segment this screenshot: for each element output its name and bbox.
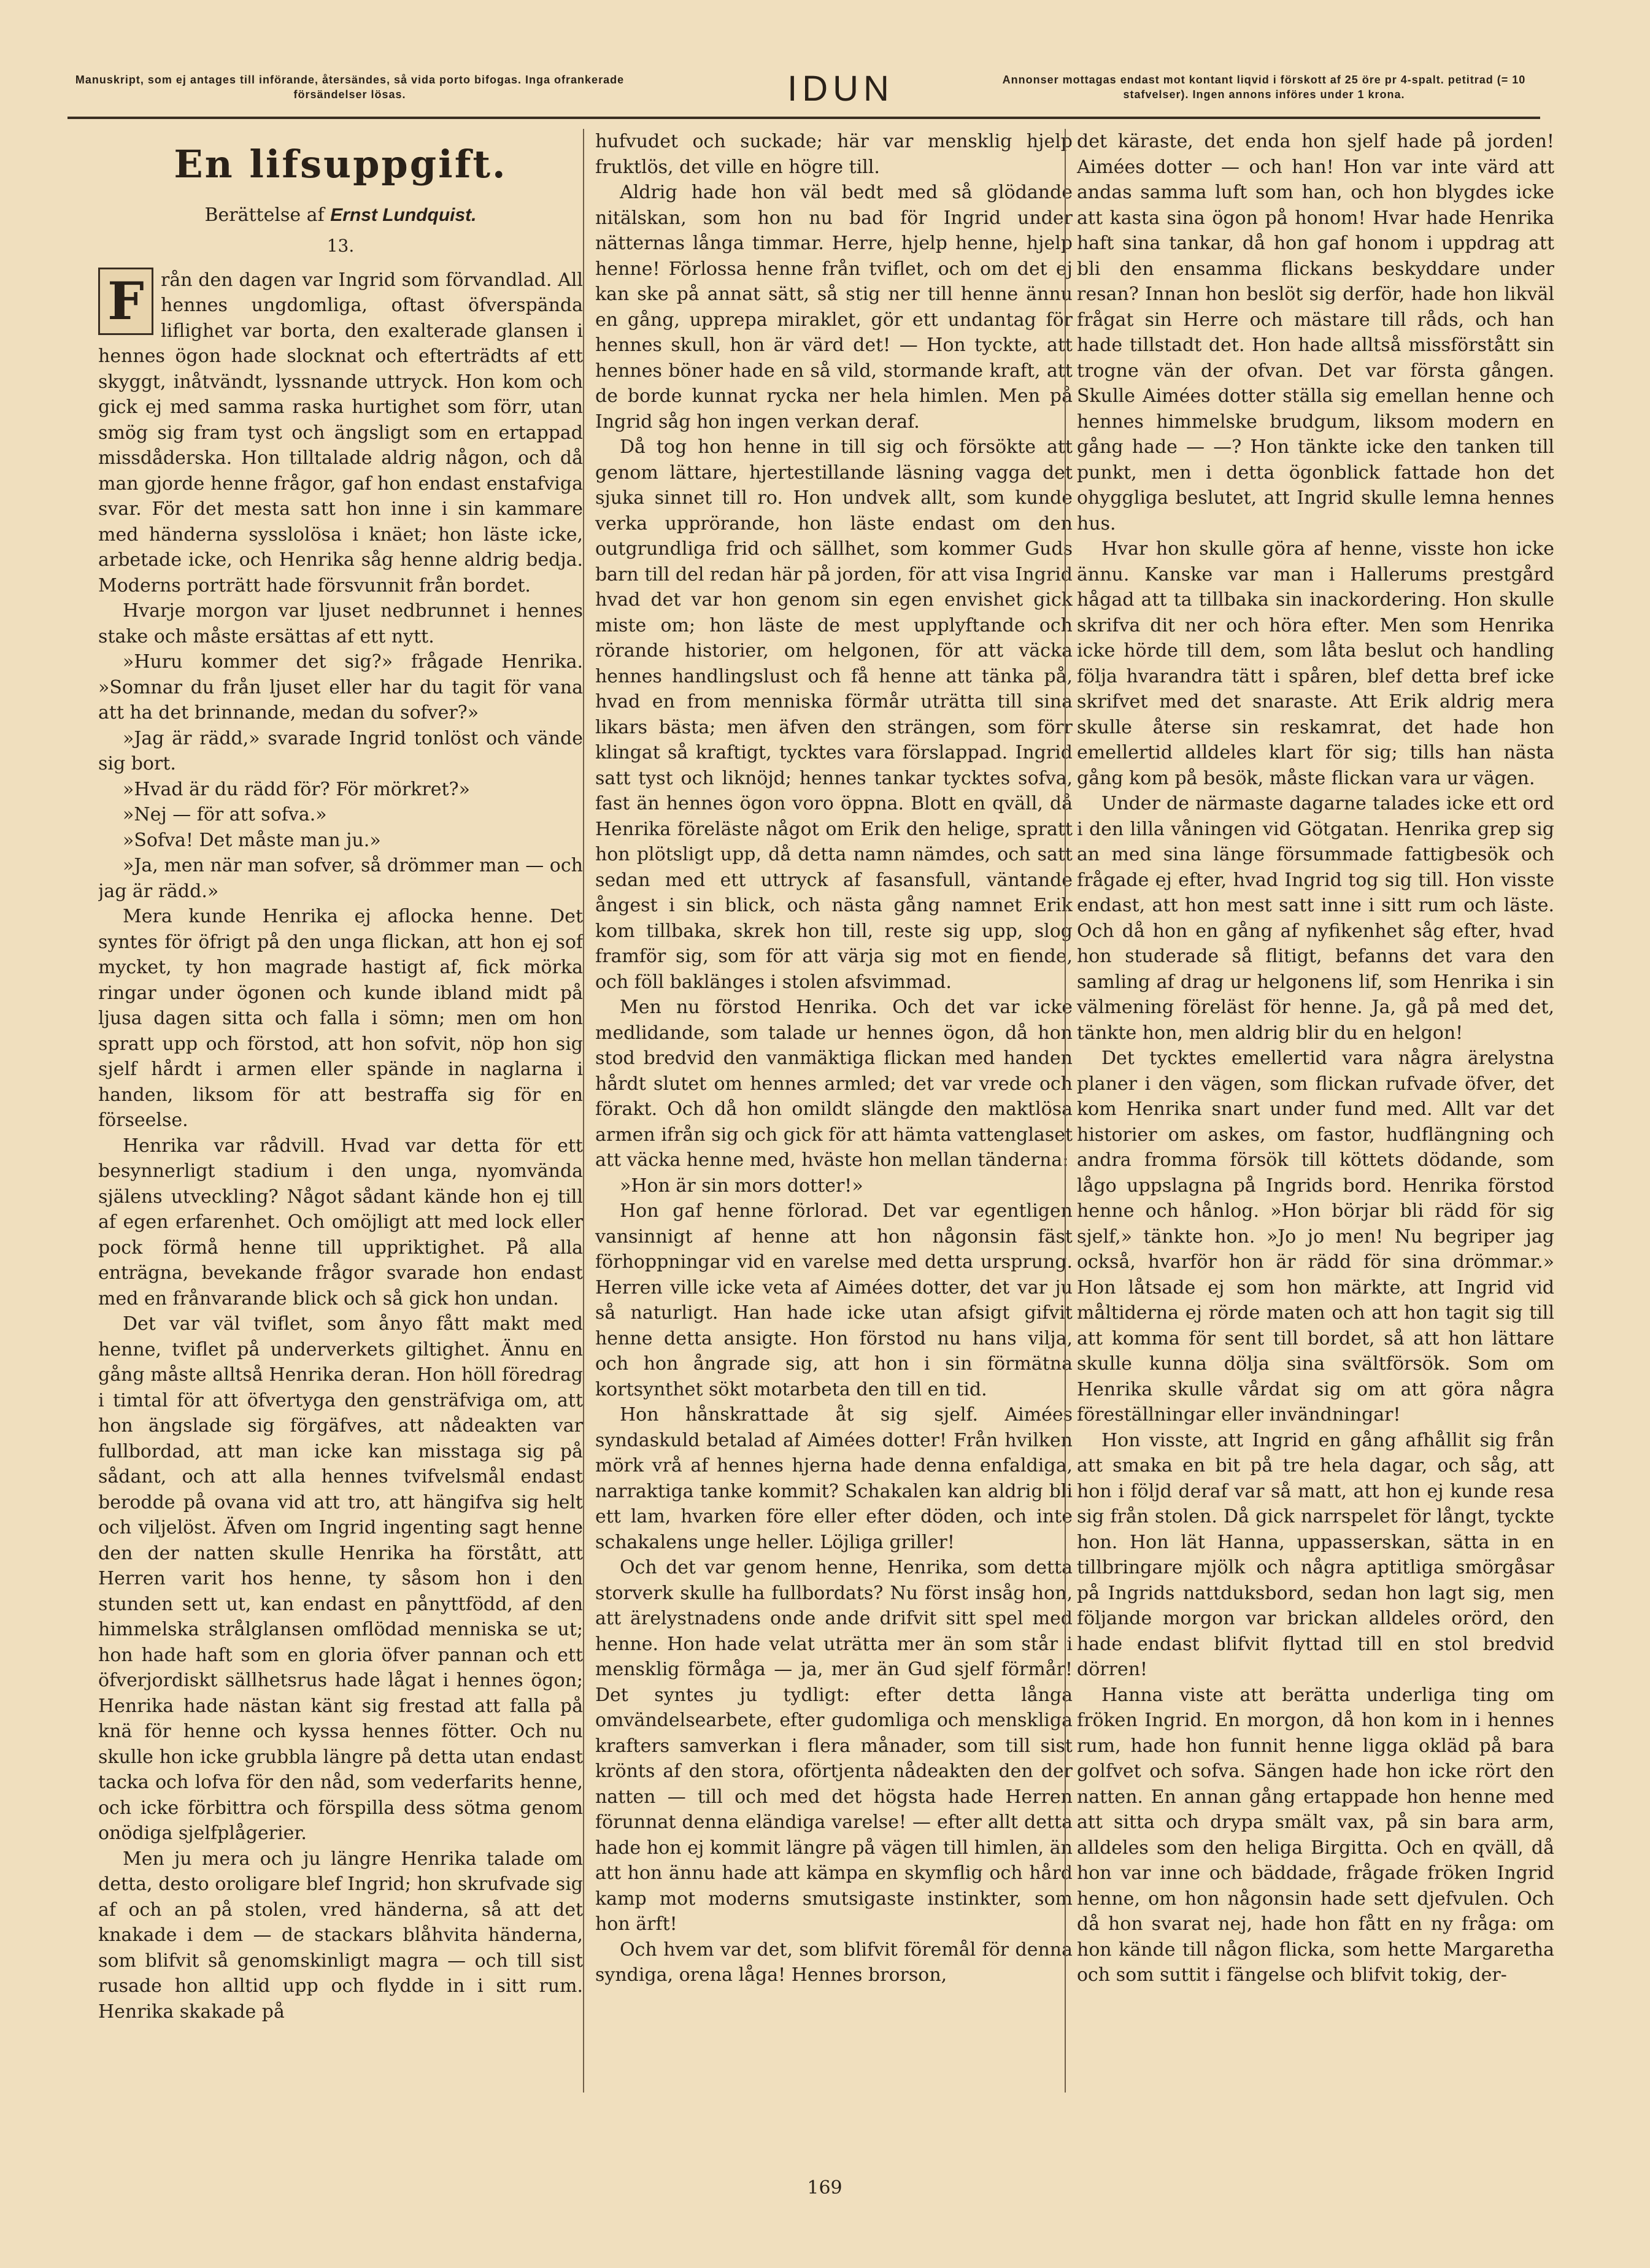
masthead-left-note: Manuskript, som ej antages till införande, återsändes, så vida porto bifogas. Inga ofrankerade försändelser lösas.	[75, 74, 625, 101]
paragraph: Men nu förstod Henrika. Och det var icke medlidande, som talade ur hennes ögon, då hon stod bredvid den vanmäktiga flickan med handen hårdt slutet om hennes armled; det var vrede och förakt. Och då hon omildt slängde den maktlösa armen ifrån sig och gick för att hämta vattenglaset att väcka henne med, hväste hon mellan tänderna:	[595, 997, 1073, 1171]
paragraph: Hon visste, att Ingrid en gång afhållit sig från att smaka en bit på tre hela dagar, och såg, att hon i följd deraf var så matt, att hon ej kunde resa sig från stolen. Då gick narrspelet för långt, tyckte hon. Hon lät Hanna, uppasserskan, sätta in en tillbringare mjölk och några aptitliga smörgåsar på Ingrids nattduksbord, sedan hon lagt sig, men följande morgon var brickan alldeles orörd, den hade endast blifvit flyttad till en stol bredvid dörren!	[1077, 1429, 1554, 1680]
byline-prefix: Berättelse af	[204, 204, 325, 226]
column-2-body	[595, 129, 1073, 1988]
masthead	[67, 68, 1540, 119]
paragraph: rån den dagen var Ingrid som förvandlad. All hennes ungdomliga, oftast öfverspända liflighet var borta, den exalterade glansen i hennes ögon hade slocknat och efterträdts af ett skyggt, inåtvändt, lyssnande uttryck. Hon kom och gick ej med samma raska hurtighet som förr, utan smög sig fram tyst och ängsligt som en ertappad missdåderska. Hon tilltalade aldrig någon, och då man gjorde henne frågor, gaf hon endast enstafviga svar. För det mesta satt hon inne i sin kammare med händerna sysslolösa i knäet; hon läste icke, arbetade icke, och Henrika såg henne aldrig bedja. Moderns porträtt hade försvunnit från bordet.	[98, 269, 583, 596]
author: Ernst Lundquist.	[330, 205, 477, 225]
paragraph: Hon gaf henne förlorad. Det var egentligen vansinnigt af henne att hon någonsin fäst förhoppningar vid en varelse med detta ursprung. Herren ville icke veta af Aimées dotter, det var ju så naturligt. Han hade icke utan afsigt gifvit henne detta ansigte. Hon förstod nu hans vilja, och hon ångrade sig, att hon i sin förmätna kortsynthet sökt motarbeta den till en tid.	[595, 1200, 1073, 1400]
paragraph: Det var väl tviflet, som ånyo fått makt med henne, tviflet på underverkets giltighet. Ännu en gång måste alltså Henrika deran. Hon höll föredrag i timtal för att öfvertyga den gensträfviga om, att hon ängslade sig förgäfves, att nådeakten var fullbordad, att man icke kan misstaga sig på sådant, och att alla hennes tvifvelsmål endast berodde på ovana vid att tro, att hängifva sig helt och viljelöst. Äfven om Ingrid ingenting sagt henne den der natten skulle Henrika ha förstått, att Herren varit hos henne, ty såsom hon i den stunden sett ut, kan endast en pånyttfödd, af den himmelska strålglansen omflödad menniska se ut; hon hade haft som en gloria öfver pannan och ett öfverjordiskt sällhetsrus hade lågat i hennes ögon; Henrika hade nästan känt sig frestad att falla på knä för henne och kyssa hennes fötter. Och nu skulle hon icke grubbla längre på detta utan endast tacka och lofva för den nåd, som vederfarits henne, och icke förbittra och förspilla dess sötma genom onödiga sjelfplågerier.	[98, 1313, 583, 1844]
page-number: 169	[807, 2177, 842, 2199]
magazine-title: IDUN	[787, 69, 894, 109]
paragraph: »Jag är rädd,» svarade Ingrid tonlöst och vände sig bort.	[98, 727, 583, 774]
paragraph: Och det var genom henne, Henrika, som detta storverk skulle ha fullbordats? Nu först insåg hon, att ärelystnadens onde ande drifvit sitt spel med henne. Hon hade velat uträtta mer än som står i mensklig förmåga — ja, mer än Gud sjelf förmår! Det syntes ju tydligt: efter detta långa omvändelsearbete, efter gudomliga och menskliga krafters samverkan i flera månader, som till sist krönts af den stora, oförtjenta nådeakten den der natten — till och med det högsta hade Herren förunnat denna eländiga varelse! — efter allt detta hade hon ej kommit längre på vägen till himlen, än att hon ännu hade att kämpa en skymflig och hård kamp mot moderns smutsigaste instinkter, som hon ärft!	[595, 1557, 1073, 1935]
paragraph: Och hvem var det, som blifvit föremål för denna syndiga, orena låga! Hennes brorson,	[595, 1938, 1073, 1986]
paragraph: hufvudet och suckade; här var mensklig hjelp fruktlös, det ville en högre till.	[595, 131, 1073, 178]
paragraph: »Huru kommer det sig?» frågade Henrika. »Somnar du från ljuset eller har du tagit för vana att ha det brinnande, medan du sofver?»	[98, 651, 583, 723]
column-3	[1065, 129, 1554, 2092]
chapter-number: 13.	[326, 236, 355, 256]
paragraph: Hvarje morgon var ljuset nedbrunnet i hennes stake och måste ersättas af ett nytt.	[98, 600, 583, 647]
paragraph: Under de närmaste dagarne talades icke ett ord i den lilla våningen vid Götgatan. Henrika grep sig an med sina länge försummade fattigbesök och frågade ej efter, hvad Ingrid tog sig till. Hon visste endast, att hon mest satt inne i sitt rum och läste. Och då hon en gång af nyfikenhet såg efter, hvad hon studerade så flitigt, befanns det vara den samling af drag ur helgonens lif, som Henrika i sin välmening föreläst för henne. Ja, gå på med det, tänkte hon, men aldrig blir du en helgon!	[1077, 793, 1554, 1044]
paragraph: Men ju mera och ju längre Henrika talade om detta, desto oroligare blef Ingrid; hon skrufvade sig af och an på stolen, vred händerna, så att det knakade i dem — de stackars blåhvita händerna, som blifvit så genomskinligt magra — och till sist rusade hon alltid upp och flydde in i sitt rum. Henrika skakade på	[98, 1848, 583, 2023]
paragraph: Mera kunde Henrika ej aflocka henne. Det syntes för öfrigt på den unga flickan, att hon ej sof mycket, ty hon magrade hastigt af, fick mörka ringar under ögonen och kunde ibland midt på ljusa dagen sitta och falla i sömn; men om hon spratt upp och förstod, att hon sofvit, nöp hon sig sjelf hårdt i armen eller spände in naglarna i handen, liksom för att bestraffa sig för en förseelse.	[98, 906, 583, 1131]
paragraph: »Nej — för att sofva.»	[123, 804, 327, 825]
paragraph: Aldrig hade hon väl bedt med så glödande nitälskan, som hon nu bad för Ingrid under nätternas långa timmar. Herre, hjelp henne, hjelp henne! Förlossa henne från tviflet, och om det ej kan ske på annat sätt, så stig ner till henne ännu en gång, upprepa miraklet, gör ett undantag för hennes skull, hon är värd det! — Hon tyckte, att hennes böner hade en så vild, stormande kraft, att de borde kunnat rycka ner hela himlen. Men på Ingrid såg hon ingen verkan deraf.	[595, 182, 1073, 433]
column-2	[583, 129, 1073, 2092]
paragraph: »Ja, men när man sofver, så drömmer man — och jag är rädd.»	[98, 855, 583, 902]
paragraph: Hanna viste att berätta underliga ting om fröken Ingrid. En morgon, då hon kom in i hennes rum, hade hon funnit henne ligga okläd på bara golfvet och sofva. Sängen hade hon icke rört den natten. En annan gång ertappade hon henne med att sitta och drypa smält vax, på sin bara arm, alldeles som den heliga Birgitta. Och en qväll, då hon var inne och bäddade, frågade fröken Ingrid henne, om hon någonsin hade sett djefvulen. Och då hon svarat nej, hade hon fått en ny fråga: om hon kände till någon flicka, som hette Margaretha och som suttit i fängelse och blifvit tokig, der-	[1077, 1684, 1554, 1986]
paragraph: Henrika var rådvill. Hvad var detta för ett besynnerligt stadium i den unga, nyomvända själens utveckling? Något sådant kände hon ej till af egen erfarenhet. Och omöjligt att med lock eller pock förmå henne till uppriktighet. På alla enträgna, bevekande frågor svarade hon endast med en frånvarande blick och så gick hon undan.	[98, 1135, 583, 1310]
paragraph: Då tog hon henne in till sig och försökte att genom lättare, hjertestillande läsning vagga det sjuka sinnet till ro. Hon undvek allt, som kunde verka upprörande, hon läste endast om den outgrundliga frid och sällhet, som kommer Guds barn till del redan här på jorden, för att visa Ingrid hvad det var hon genom sin egen envishet gick miste om; hon läste de mest upplyftande och rörande historier, om helgonen, för att väcka hennes handlingslust och få henne att tänka på, hvad en from menniska förmår uträtta till sina likars bästa; men äfven den strängen, som förr klingat så kraftigt, tycktes vara förslappad. Ingrid satt tyst och liknöjd; hennes tankar tycktes sofva, fast än hennes ögon voro öppna. Blott en qväll, då Henrika föreläste något om Erik den helige, spratt hon plötsligt upp, då detta namn nämdes, och satt sedan med ett uttryck af fasansfull, väntande ångest i sin blick, och nästa gång namnet Erik kom tillbaka, skrek hon till, reste sig upp, slog framför sig, som för att värja sig mot en fiende, och föll baklänges i stolen afsvimmad.	[595, 436, 1073, 993]
story-title: En lifsuppgift.	[174, 142, 507, 187]
paragraph: det käraste, det enda hon sjelf hade på jorden! Aimées dotter — och han! Hon var inte värd att andas samma luft som han, och hon blygdes icke att kasta sina ögon på honom! Hvar hade Henrika haft sina tankar, då hon gaf honom i uppdrag att bli den ensamma flickans beskyddare under resan? Innan hon beslöt sig derför, hade hon likväl frågat sin Herre och mästare till råds, och han hade tillstadt det. Hon hade alltså missförstått sin trogne vän der ofvan. Det var första gången. Skulle Aimées dotter ställa sig emellan henne och hennes himmelske brudgum, liksom modern en gång hade — —? Hon tänkte icke den tanken till punkt, men i detta ögonblick fattade hon det ohyggliga beslutet, att Ingrid skulle lemna hennes hus.	[1077, 131, 1554, 534]
masthead-right-note: Annonser mottagas endast mot kontant liqvid i förskott af 25 öre pr 4-spalt. petitrad (= 10 stafvelser). Ingen annons införes under 1 krona.	[1002, 74, 1526, 101]
paragraph: Det tycktes emellertid vara några ärelystna planer i den vägen, som flickan rufvade öfver, det kom Henrika snart under fund med. Allt var det historier om askes, om fastor, hudflängning och andra fromma försök till köttets dödande, som lågo uppslagna på Ingrids bord. Henrika förstod henne och hånlog. »Hon börjar bli rädd för sig sjelf,» tänkte hon. »Jo jo men! Nu begriper jag också, hvarför hon är rädd för sina drömmar.» Hon låtsade ej som hon märkte, att Ingrid vid måltiderna ej rörde maten och att hon tagit sig till att komma för sent till bordet, så att hon lättare skulle kunna dölja sina svältförsök. Som om Henrika skulle vårdat sig om att göra några föreställningar eller invändningar!	[1077, 1047, 1554, 1425]
byline	[98, 202, 583, 228]
dropcap-initial: F	[98, 268, 153, 335]
paragraph: »Hon är sin mors dotter!»	[620, 1174, 863, 1197]
column-1-body	[98, 268, 583, 2025]
paragraph: Hvar hon skulle göra af henne, visste hon icke ännu. Kanske var man i Hallerums prestgård hågad att ta tillbaka sin inackordering. Hon skulle skrifva dit ner och höra efter. Men som Henrika icke hörde till dem, som låta beslut och handling följa hvarandra tätt i spåren, blef detta bref icke skrifvet med det snaraste. Att Erik aldrig mera skulle återse sin reskamrat, det hade hon emellertid alldeles klart för sig; tills han nästa gång kom på besök, måste flickan vara ur vägen.	[1077, 538, 1554, 789]
paragraph: »Sofva! Det måste man ju.»	[123, 829, 381, 851]
paragraph: »Hvad är du rädd för? För mörkret?»	[123, 778, 470, 800]
column-3-body	[1077, 129, 1554, 1988]
column-1	[98, 129, 583, 2092]
paragraph: Hon hånskrattade åt sig sjelf. Aimées syndaskuld betalad af Aimées dotter! Från hvilken mörk vrå af hennes hjerna hade denna enfaldiga, narraktiga tanke kommit? Schakalen kan aldrig bli ett lam, hvarken före eller efter döden, och inte schakalens unge heller. Löjliga griller!	[595, 1404, 1073, 1553]
